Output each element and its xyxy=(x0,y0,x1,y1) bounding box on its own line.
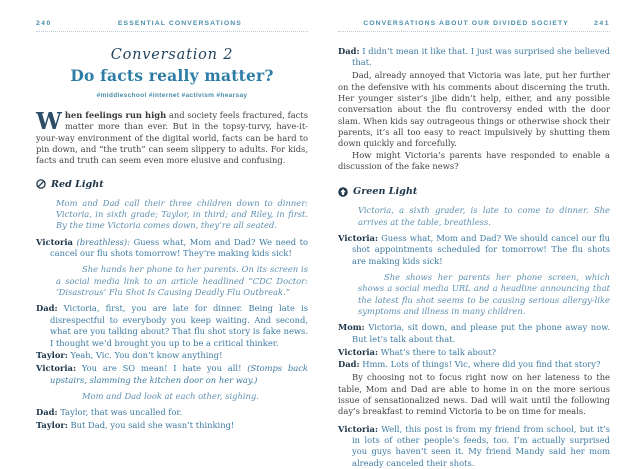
left-page xyxy=(36,20,308,453)
go-arrow-icon xyxy=(338,187,348,197)
speaker-name: Dad: xyxy=(338,359,360,370)
speaker-name: Victoria: xyxy=(338,346,379,357)
dialogue-line xyxy=(36,407,308,418)
dialogue-stage-suffix: (Stomps back upstairs, slamming the kitchen door on her way.) xyxy=(50,363,308,385)
no-entry-icon xyxy=(36,179,46,189)
dialogue-text: You are SO mean! I hate you all! xyxy=(76,363,248,374)
intro-text: and society feels fractured, facts matter more than ever. But in the topsy-turvy, have-it-your-way environment of the digital world, facts can be hard to pin down, and “the truth” can seem slippery to adults. For kids, facts and truth can seem even more elusive and confusing. xyxy=(36,110,308,166)
stage-direction: Mom and Dad call their three children down to dinner: Victoria, in sixth grade; Taylor, in third; and Riley, in first. By the time Victoria comes down, they’re all seated. xyxy=(56,197,308,231)
dialogue-text: What’s there to talk about? xyxy=(378,346,497,357)
section-green-light xyxy=(338,186,610,197)
stage-direction: She hands her phone to her parents. On its screen is a social media link to an article headlined “CDC Doctor: ‘Disastrous’ Flu Shot Is Causing Deadly Flu Outbreak.” xyxy=(56,264,308,298)
dialogue-line xyxy=(36,237,308,260)
dialogue-text: Guess what, Mom and Dad? We need to cancel our flu shots tomorrow! They’re making kids sick! xyxy=(50,236,308,259)
page-number-right: 241 xyxy=(594,20,610,27)
dialogue-text: Well, this post is from my friend from school, but it’s in lots of other people’s feeds, too. I’m actually surprised you guys haven’t seen it. My friend Mandy said her mom already canceled their shots. xyxy=(352,423,610,468)
stage-direction: Mom and Dad look at each other, sighing. xyxy=(82,390,259,401)
dialogue-line xyxy=(36,363,308,386)
intro-paragraph xyxy=(36,110,308,167)
dialogue-text: Victoria, sit down, and please put the phone away now. But let’s talk about that. xyxy=(352,322,610,344)
dialogue-line xyxy=(338,233,610,267)
speaker-name: Dad: xyxy=(36,303,58,314)
narrative-paragraph: Dad, already annoyed that Victoria was late, put her further on the defensive with his comments about discerning the truth. Her younger sister’s jibe didn’t help, either, and any possible conversation about the flu controversy ended with the door slam. When kids say outrageous things or otherwise shock their parents, it’s all too easy to react impulsively by shutting them down quickly and forcefully. xyxy=(338,70,610,149)
speaker-name: Victoria xyxy=(36,236,73,247)
dialogue-text: Guess what, Mom and Dad? We should cancel our flu shot appointments scheduled for tomorrow! The flu shots are making kids sick! xyxy=(352,232,610,266)
dialogue-line xyxy=(36,350,308,361)
dialogue-line xyxy=(338,359,610,370)
running-head-right: CONVERSATIONS ABOUT OUR DIVIDED SOCIETY xyxy=(363,20,569,27)
section-label-red: Red Light xyxy=(51,178,104,190)
speaker-name: Mom: xyxy=(338,322,365,333)
header-rule-left xyxy=(36,31,308,32)
section-red-light xyxy=(36,179,308,190)
speaker-name: Dad: xyxy=(36,407,58,418)
right-page xyxy=(338,20,610,468)
hashtags: #middleschool #internet #activism #hearsay xyxy=(96,92,248,99)
dialogue-line xyxy=(36,420,308,431)
dropcap: W xyxy=(36,108,62,135)
narrative-paragraph: How might Victoria’s parents have responded to enable a discussion of the fake news? xyxy=(338,149,610,171)
dialogue-text: Hmm. Lots of things! Vic, where did you find that story? xyxy=(359,359,601,370)
dialogue-line xyxy=(338,322,610,345)
header-rule-right xyxy=(338,31,610,32)
running-head-left: ESSENTIAL CONVERSATIONS xyxy=(117,20,242,27)
dialogue-line xyxy=(338,424,610,469)
dialogue-text: I didn’t mean it like that. I just was surprised she believed that. xyxy=(352,46,610,68)
speaker-name: Victoria: xyxy=(338,232,379,243)
dialogue-line xyxy=(338,347,610,358)
speaker-name: Victoria: xyxy=(338,423,379,434)
conversation-label: Conversation 2 xyxy=(110,47,234,63)
page-number-left: 240 xyxy=(36,20,52,27)
narrative-paragraph: By choosing not to focus right now on her lateness to the table, Mom and Dad are able to home in on the more serious issue of sensationalized news. Dad will wait until the following day’s breakfast to remind Victoria to be on time for meals. xyxy=(338,372,610,417)
dialogue-text: But Dad, you said she wasn’t thinking! xyxy=(67,420,235,431)
stage-direction: She shows her parents her phone screen, which shows a social media URL and a headline announcing that the latest flu shot seems to be causing serious allergy-like symptoms and illness in many children. xyxy=(358,272,610,317)
speaker-name: Taylor: xyxy=(36,420,68,431)
dialogue-line xyxy=(338,46,610,69)
section-label-green: Green Light xyxy=(353,186,418,198)
left-page-header xyxy=(36,20,308,27)
intro-bold-lead: hen feelings run high xyxy=(64,110,167,120)
dialogue-text: Yeah, Vic. You don’t know anything! xyxy=(67,350,223,361)
dialogue-text: Taylor, that was uncalled for. xyxy=(57,407,183,418)
dialogue-text: Victoria, first, you are late for dinner. Being late is disrespectful to everybody you keep waiting. And second, what are you talking about? That flu shot story is fake news. I thought we’d brought you up to be a critical thinker. xyxy=(50,303,308,348)
speaker-aside: (breathless): xyxy=(72,236,130,247)
right-page-header xyxy=(338,20,610,27)
dialogue-line xyxy=(36,303,308,348)
speaker-name: Victoria: xyxy=(36,363,77,374)
speaker-name: Dad: xyxy=(338,46,360,56)
stage-direction: Victoria, a sixth grader, is late to come to dinner. She arrives at the table, breathless. xyxy=(358,205,610,227)
page-title: Do facts really matter? xyxy=(70,66,274,85)
speaker-name: Taylor: xyxy=(36,350,68,361)
